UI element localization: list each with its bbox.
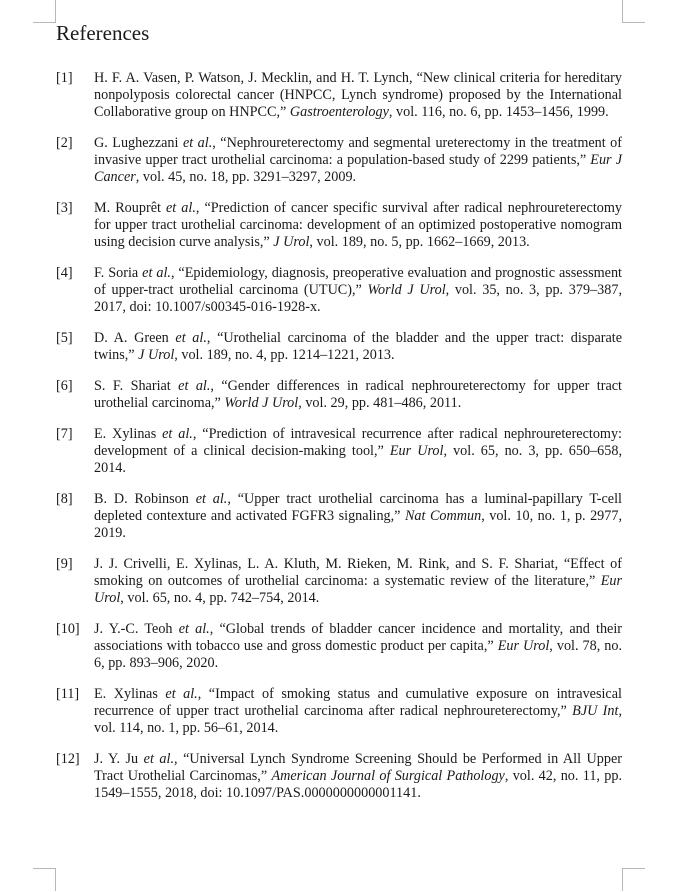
reference-segment: , vol. 29, pp. 481–486, 2011.	[298, 395, 462, 411]
reference-segment: , vol. 65, no. 3, pp. 650–658, 2014.	[94, 443, 622, 476]
reference-number: [7]	[56, 426, 73, 442]
reference-text	[94, 751, 622, 802]
reference-item	[56, 135, 622, 186]
reference-number: [3]	[56, 200, 73, 216]
reference-item	[56, 330, 622, 364]
reference-text	[94, 70, 622, 121]
reference-italic-segment: et al.	[166, 200, 196, 216]
reference-italic-segment: Eur Urol	[389, 443, 444, 459]
reference-italic-segment: J Urol	[138, 347, 175, 363]
reference-item	[56, 200, 622, 251]
reference-text	[94, 378, 622, 412]
reference-text	[94, 556, 622, 607]
reference-segment: , “Gender differences in radical nephroureterectomy for upper tract urothelial carcinoma,”	[94, 378, 622, 411]
reference-text	[94, 330, 622, 364]
reference-number: [1]	[56, 70, 73, 86]
reference-italic-segment: et al.	[165, 686, 198, 702]
crop-mark-top-right	[622, 0, 645, 23]
reference-item	[56, 491, 622, 542]
reference-segment: , “Nephroureterectomy and segmental ureterectomy in the treatment of invasive upper tract urothelial carcinoma: a population-based study of 2299 patients,”	[94, 135, 622, 168]
reference-segment: , vol. 116, no. 6, pp. 1453–1456, 1999.	[388, 104, 609, 120]
reference-segment: G. Lughezzani	[94, 135, 183, 151]
reference-segment: E. Xylinas	[94, 426, 163, 442]
reference-segment: , vol. 10, no. 1, p. 2977, 2019.	[94, 508, 622, 541]
reference-italic-segment: et al.	[178, 378, 211, 394]
reference-italic-segment: et al.	[182, 135, 213, 151]
reference-italic-segment: World J Urol	[367, 282, 446, 298]
reference-italic-segment: American Journal of Surgical Pathology	[271, 768, 505, 784]
reference-segment: D. A. Green	[94, 330, 176, 346]
reference-segment: , “Urothelial carcinoma of the bladder and the upper tract: disparate twins,”	[94, 330, 623, 363]
reference-segment: J. Y. Ju	[94, 751, 144, 767]
reference-segment: F. Soria	[94, 265, 143, 281]
reference-item	[56, 378, 622, 412]
reference-segment: , “Global trends of bladder cancer incidence and mortality, and their associations with tobacco use and gross domestic product per capita,”	[94, 621, 623, 654]
reference-item	[56, 621, 622, 672]
reference-segment: , vol. 78, no. 6, pp. 893–906, 2020.	[94, 638, 623, 671]
reference-segment: B. D. Robinson	[94, 491, 196, 507]
reference-segment: , vol. 189, no. 5, pp. 1662–1669, 2013.	[309, 234, 530, 250]
reference-item	[56, 556, 622, 607]
reference-number: [9]	[56, 556, 73, 572]
reference-item	[56, 426, 622, 477]
reference-segment: , vol. 65, no. 4, pp. 742–754, 2014.	[120, 590, 320, 606]
reference-list	[56, 70, 622, 816]
crop-mark-top-left	[33, 0, 56, 23]
reference-italic-segment: J Urol	[273, 234, 310, 250]
reference-italic-segment: Nat Commun	[404, 508, 482, 524]
reference-number: [5]	[56, 330, 73, 346]
reference-text	[94, 426, 622, 477]
reference-italic-segment: Eur Urol	[94, 573, 622, 606]
reference-segment: , vol. 189, no. 4, pp. 1214–1221, 2013.	[174, 347, 395, 363]
reference-number: [4]	[56, 265, 73, 281]
reference-segment: , “Upper tract urothelial carcinoma has a luminal-papillary T-cell depleted contexture and activated FGFR3 signaling,”	[94, 491, 622, 524]
reference-text	[94, 135, 622, 186]
reference-segment: J. J. Crivelli, E. Xylinas, L. A. Kluth, M. Rieken, M. Rink, and S. F. Shariat, “Effect of smoking on outcomes of urothelial carcinoma: a systematic review of the literature,”	[94, 556, 622, 589]
reference-item	[56, 70, 622, 121]
reference-text	[94, 265, 622, 316]
crop-mark-bottom-right	[622, 868, 645, 891]
reference-number: [10]	[56, 621, 80, 637]
reference-segment: , “Prediction of intravesical recurrence after radical nephroureterectomy: development of a clinical decision-making tool,”	[94, 426, 623, 459]
reference-segment: , vol. 42, no. 11, pp. 1549–1555, 2018, doi: 10.1097/PAS.0000000000001141.	[94, 768, 622, 801]
reference-italic-segment: BJU Int	[572, 703, 619, 719]
references-heading: References	[56, 21, 150, 45]
reference-segment: S. F. Shariat	[94, 378, 179, 394]
reference-italic-segment: et al.	[143, 751, 175, 767]
reference-italic-segment: et al.	[175, 330, 207, 346]
reference-segment: , vol. 35, no. 3, pp. 379–387, 2017, doi: 10.1007/s00345-016-1928-x.	[94, 282, 622, 315]
reference-text	[94, 200, 622, 251]
reference-number: [12]	[56, 751, 80, 767]
reference-italic-segment: Eur J Cancer	[94, 152, 622, 185]
reference-item	[56, 265, 622, 316]
reference-segment: E. Xylinas	[94, 686, 166, 702]
reference-segment: , vol. 45, no. 18, pp. 3291–3297, 2009.	[135, 169, 357, 185]
reference-text	[94, 491, 622, 542]
reference-segment: , vol. 114, no. 1, pp. 56–61, 2014.	[94, 703, 622, 736]
reference-segment: H. F. A. Vasen, P. Watson, J. Mecklin, and H. T. Lynch, “New clinical criteria for hereditary nonpolyposis colorectal cancer (HNPCC, Lynch syndrome) proposed by the International Collaborative group on HNPCC,”	[94, 70, 622, 120]
reference-italic-segment: Eur Urol	[497, 638, 550, 654]
reference-number: [8]	[56, 491, 73, 507]
reference-italic-segment: Gastroenterology	[289, 104, 389, 120]
reference-segment: , “Impact of smoking status and cumulative exposure on intravesical recurrence of upper tract urothelial carcinoma after radical nephroureterectomy,”	[94, 686, 622, 719]
reference-italic-segment: World J Urol	[224, 395, 299, 411]
reference-segment: , “Epidemiology, diagnosis, preoperative evaluation and prognostic assessment of upper-tract urothelial carcinoma (UTUC),”	[94, 265, 623, 298]
reference-text	[94, 621, 622, 672]
reference-italic-segment: et al.	[178, 621, 210, 637]
reference-italic-segment: et al.	[195, 491, 228, 507]
reference-number: [6]	[56, 378, 73, 394]
reference-segment: , “Prediction of cancer specific survival after radical nephroureterectomy for upper tract urothelial carcinoma: development of an optimized postoperative nomogram using decision curve analysis,”	[94, 200, 622, 250]
reference-segment: J. Y.-C. Teoh	[94, 621, 179, 637]
reference-number: [2]	[56, 135, 73, 151]
reference-item	[56, 686, 622, 737]
reference-text	[94, 686, 622, 737]
reference-segment: M. Rouprêt	[94, 200, 166, 216]
reference-item	[56, 751, 622, 802]
reference-number: [11]	[56, 686, 80, 702]
reference-italic-segment: et al.	[142, 265, 171, 281]
reference-italic-segment: et al.	[162, 426, 193, 442]
reference-segment: , “Universal Lynch Syndrome Screening Should be Performed in All Upper Tract Urothelial Carcinomas,”	[94, 751, 622, 784]
crop-mark-bottom-left	[33, 868, 56, 891]
